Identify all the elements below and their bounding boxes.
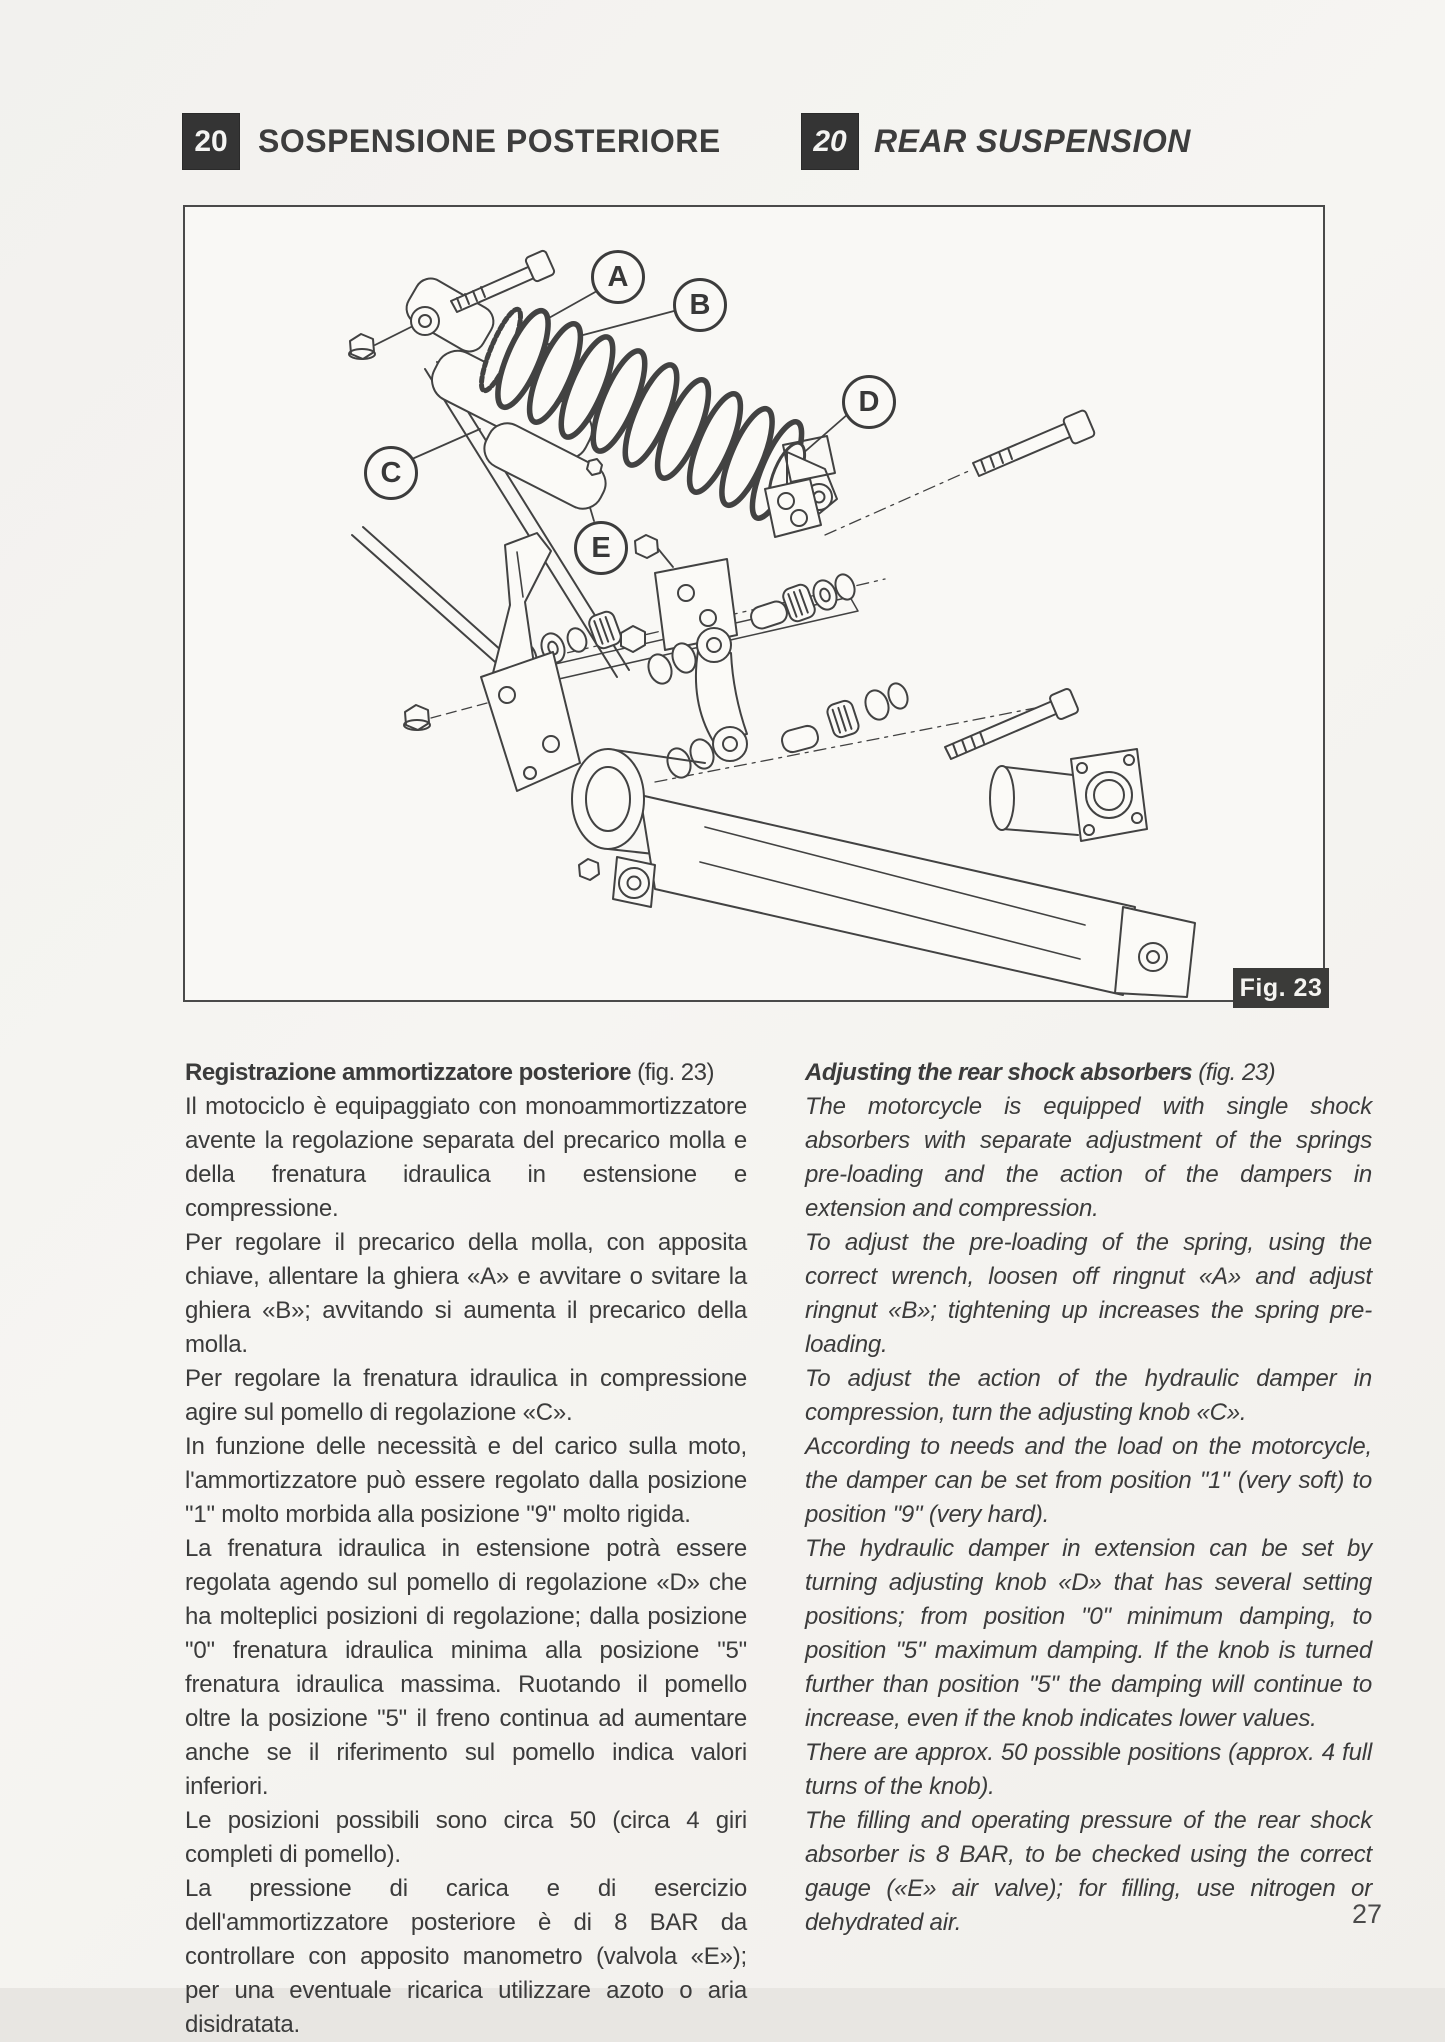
paragraph-en: To adjust the pre-loading of the spring, using the correct wrench, loosen off ringnut «A» and adjust ringnut «B»; tightening up increases the spring pre-loading.	[805, 1229, 1372, 1358]
section-title-english: REAR SUSPENSION	[874, 123, 1191, 159]
heading-italian: Registrazione ammortizzatore posteriore (fig. 23)	[185, 1059, 714, 1086]
upper-mount-nut	[349, 334, 375, 359]
pivot-bolt-lower	[945, 688, 1079, 759]
header-english	[802, 114, 1191, 169]
pivot-bolt-upper	[973, 409, 1096, 476]
paragraph-it: Per regolare il precarico della molla, con apposita chiave, allentare la ghiera «A» e avvitare o svitare la ghiera «B»; avvitando si aumenta il precarico della molla.	[185, 1229, 747, 1358]
top-bolt	[451, 250, 555, 312]
header-italian	[183, 114, 721, 169]
callout-c: C	[364, 446, 418, 500]
paragraph-en: To adjust the action of the hydraulic damper in compression, turn the adjusting knob «C».	[805, 1365, 1372, 1426]
chapter-number-box-it: 20	[183, 114, 239, 169]
callout-b: B	[673, 278, 727, 332]
exploded-diagram	[185, 207, 1327, 1004]
paragraph-en: The motorcycle is equipped with single shock absorbers with separate adjustment of the springs pre-loading and the action of the dampers in extension and compression.	[805, 1093, 1372, 1222]
paragraph-en: According to needs and the load on the motorcycle, the damper can be set from position "1" (very soft) to position "9" (very hard).	[805, 1433, 1372, 1528]
paragraph-it: Per regolare la frenatura idraulica in compressione agire sul pomello di regolazione «C».	[185, 1365, 747, 1426]
figure-caption: Fig. 23	[1233, 968, 1329, 1008]
rocker-nut	[635, 535, 658, 558]
paragraph-it: In funzione delle necessità e del carico sulla moto, l'ammortizzatore può essere regolato dalla posizione "1" molto morbida alla posizione "9" molto rigida.	[185, 1433, 747, 1528]
heading-english: Adjusting the rear shock absorbers (fig. 23)	[805, 1059, 1276, 1086]
section-title-italian: SOSPENSIONE POSTERIORE	[258, 123, 721, 159]
page-number: 27	[1352, 1899, 1383, 1929]
paragraph-en: The filling and operating pressure of the rear shock absorber is 8 BAR, to be checked using the correct gauge («E» air valve); for filling, use nitrogen or dehydrated air.	[805, 1807, 1372, 1936]
callout-a: A	[591, 250, 645, 304]
paragraph-it: La pressione di carica e di esercizio dell'ammortizzatore posteriore è di 8 BAR da controllare con apposito manometro (valvola «E»); per una eventuale ricarica utilizzare azoto o aria disidratata.	[185, 1875, 747, 2038]
column-italian	[185, 1056, 747, 2042]
figure-23-frame	[183, 205, 1325, 1002]
callout-e: E	[574, 521, 628, 575]
callout-d: D	[842, 375, 896, 429]
paragraph-en: The hydraulic damper in extension can be set by turning adjusting knob «D» that has several setting positions; from position "0" minimum damping, to position "5" maximum damping. If the knob is turned further than position "5" the damping will continue to increase, even if the knob indicates lower values.	[805, 1535, 1372, 1732]
paragraph-it: La frenatura idraulica in estensione potrà essere regolata agendo sul pomello di regolazione «D» che ha molteplici posizioni di regolazione; dalla posizione "0" frenatura idraulica minima alla posizione "5" frenatura idraulica massima. Ruotando il pomello oltre la posizione "5" il freno continua ad aumentare anche se il riferimento sul pomello indica valori inferiori.	[185, 1535, 747, 1800]
side-lever-group	[404, 533, 580, 791]
paragraph-it: Le posizioni possibili sono circa 50 (circa 4 giri completi di pomello).	[185, 1807, 747, 1868]
paragraph-it: Il motociclo è equipaggiato con monoammortizzatore avente la regolazione separata del precarico molla e della frenatura idraulica in estensione e compressione.	[185, 1093, 747, 1222]
swingarm-group	[572, 749, 1195, 997]
paragraph-en: There are approx. 50 possible positions (approx. 4 full turns of the knob).	[805, 1739, 1372, 1800]
chapter-number-box-en: 20	[802, 114, 858, 169]
rocker-link-group	[645, 628, 911, 781]
column-english	[805, 1056, 1372, 1940]
